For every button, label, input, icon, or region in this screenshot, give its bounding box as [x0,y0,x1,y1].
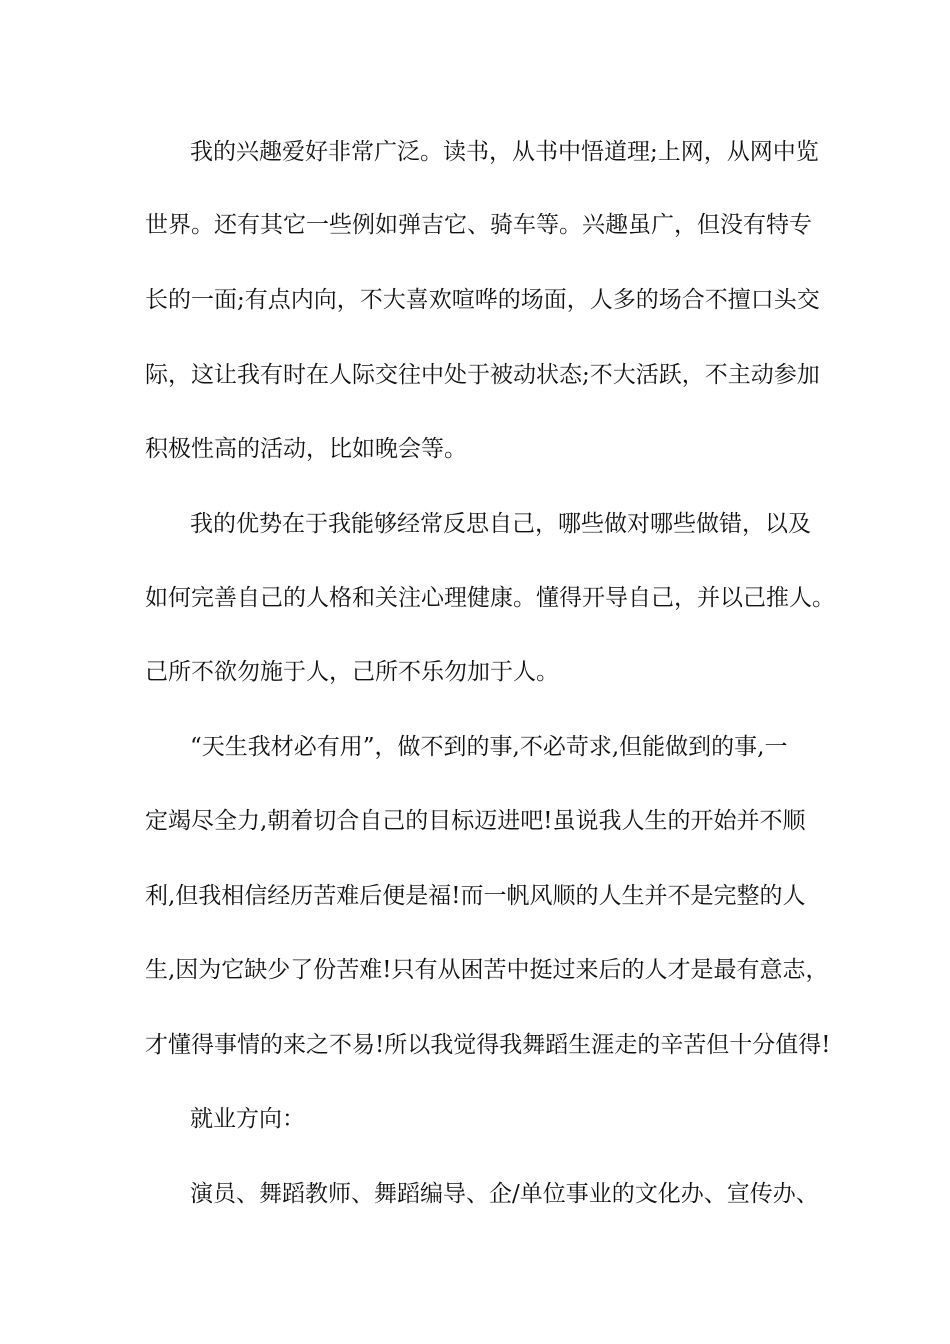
paragraph-3-line-2: 定竭尽全力,朝着切合自己的目标迈进吧!虽说我人生的开始并不顺 [145,808,806,834]
career-list-line: 演员、舞蹈教师、舞蹈编导、企/单位事业的文化办、宣传办、 [190,1181,819,1207]
paragraph-1-line-5: 积极性高的活动，比如晚会等。 [145,436,467,462]
paragraph-2-line-1: 我的优势在于我能够经常反思自己，哪些做对哪些做错，以及 [190,511,811,537]
paragraph-2-line-3: 己所不欲勿施于人，己所不乐勿加于人。 [145,659,559,685]
section-heading-career: 就业方向： [190,1106,305,1132]
paragraph-3-line-3: 利,但我相信经历苦难后便是福!而一帆风顺的人生并不是完整的人 [145,883,806,909]
paragraph-1-line-3: 长的一面;有点内向，不大喜欢喧哗的场面，人多的场合不擅口头交 [145,287,820,313]
paragraph-3-line-4: 生,因为它缺少了份苦难!只有从困苦中挺过来后的人才是最有意志， [145,957,829,983]
paragraph-2-line-2: 如何完善自己的人格和关注心理健康。懂得开导自己，并以己推人。 [145,585,835,611]
paragraph-1-line-4: 际，这让我有时在人际交往中处于被动状态;不大活跃，不主动参加 [145,362,820,388]
paragraph-1-line-1: 我的兴趣爱好非常广泛。读书，从书中悟道理;上网，从网中览 [190,139,819,165]
paragraph-1-line-2: 世界。还有其它一些例如弹吉它、骑车等。兴趣虽广，但没有特专 [145,212,812,238]
paragraph-3-line-5: 才懂得事情的来之不易!所以我觉得我舞蹈生涯走的辛苦但十分值得! [145,1032,831,1058]
paragraph-3-line-1: “天生我材必有用”，做不到的事,不必苛求,但能做到的事,一 [190,734,788,760]
